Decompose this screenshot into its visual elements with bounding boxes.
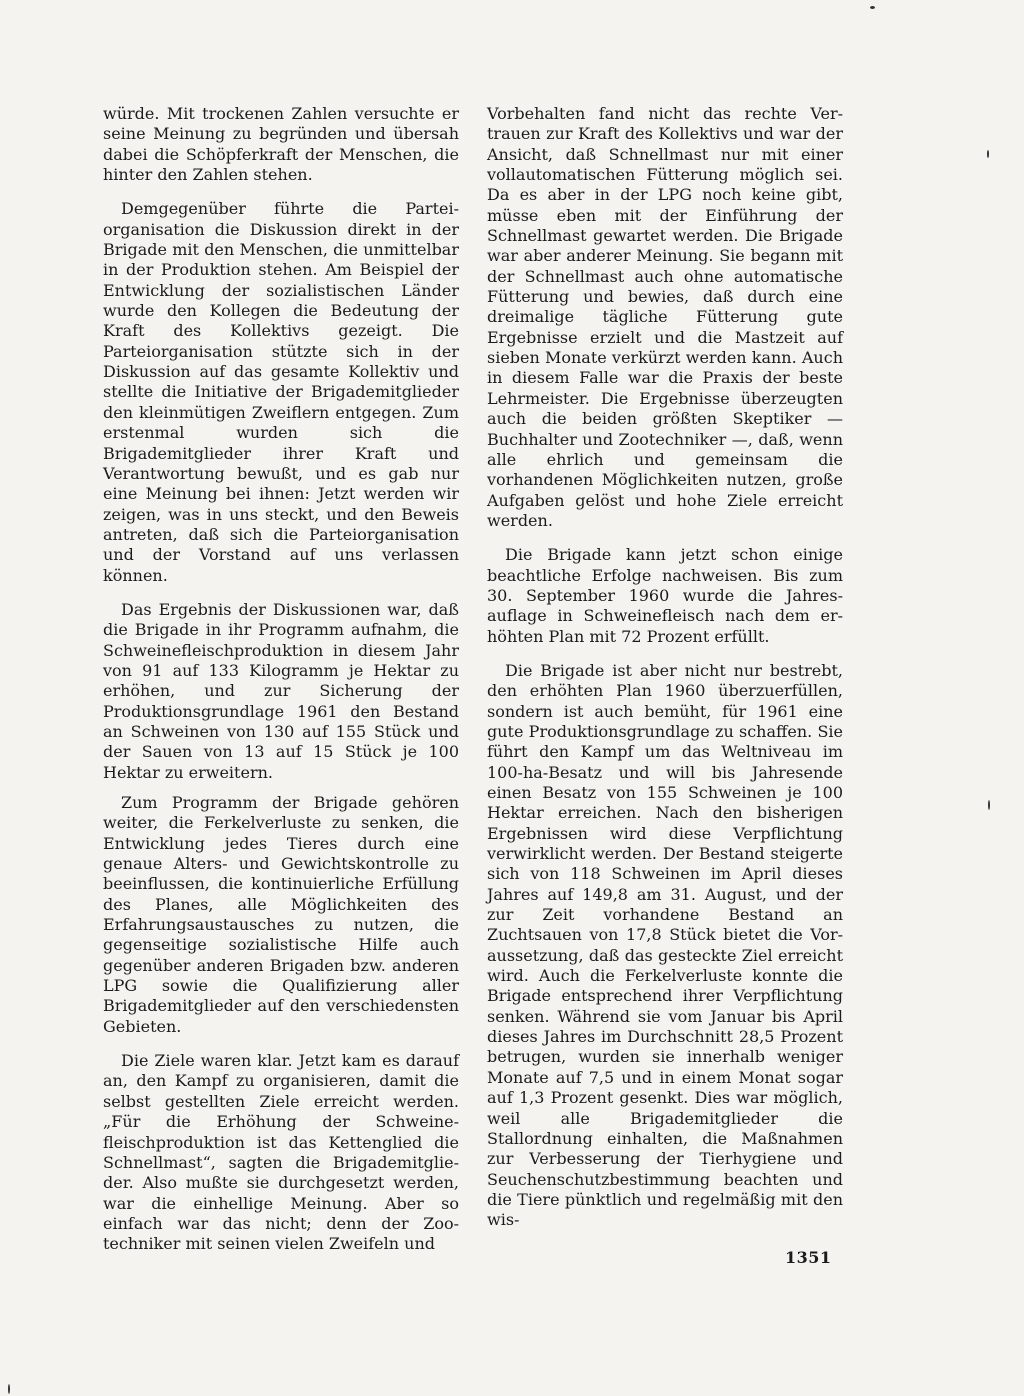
paragraph: Zum Programm der Brigade gehören weiter, die Ferkelverluste zu senken, die Entwicklung jedes Tieres durch eine genaue Alters- und Gewichtskontrolle zu beeinflussen, die kontinuierliche Erfüllung des Planes, alle Möglichkeiten des Erfahrungsaustausches zu nutzen, die gegenseitige sozialistische Hilfe auch gegenüber anderen Brigaden bzw. anderen LPG sowie die Qualifizierung aller Brigademitglieder auf den verschiedensten Gebieten.: [103, 793, 459, 1036]
paragraph: Die Ziele waren klar. Jetzt kam es darauf an, den Kampf zu organisieren, damit die selbst gestellten Ziele erreicht werden. „Für die Erhöhung der Schweinefleischproduktion ist das Kettenglied die Schnellmast“, sagten die Brigademitglieder. Also mußte sie durchgesetzt werden, war die einhellige Meinung. Aber so einfach war das nicht; denn der Zootechniker mit seinen vielen Zweifeln und: [103, 1051, 459, 1254]
left-column: [103, 104, 459, 1269]
scan-speck: [988, 800, 990, 810]
paragraph: würde. Mit trockenen Zahlen versuchte er seine Meinung zu begründen und übersah dabei die Schöpferkraft der Menschen, die hinter den Zahlen stehen.: [103, 104, 459, 185]
paragraph: Vorbehalten fand nicht das rechte Vertrauen zur Kraft des Kollektivs und war der Ansicht, daß Schnellmast nur mit einer vollautomatischen Fütterung möglich sei. Da es aber in der LPG noch keine gibt, müsse eben mit der Einführung der Schnellmast gewartet werden. Die Brigade war aber anderer Meinung. Sie begann mit der Schnellmast auch ohne automatische Fütterung und bewies, daß durch eine dreimalige tägliche Fütterung gute Ergebnisse erzielt und die Mastzeit auf sieben Monate verkürzt werden kann. Auch in diesem Falle war die Praxis der beste Lehrmeister. Die Ergebnisse überzeugten auch die beiden größten Skeptiker — Buchhalter und Zootechniker —, daß, wenn alle ehrlich und gemeinsam die vorhandenen Möglichkeiten nutzen, große Aufgaben gelöst und hohe Ziele erreicht werden.: [487, 104, 843, 530]
paragraph: Demgegenüber führte die Parteiorganisation die Diskussion direkt in der Brigade mit den Menschen, die unmittelbar in der Produktion stehen. Am Beispiel der Entwicklung der sozialistischen Länder wurde den Kollegen die Bedeutung der Kraft des Kollektivs gezeigt. Die Parteiorganisation stützte sich in der Diskussion auf das gesamte Kollektiv und stellte die Initiative der Brigademitglieder den kleinmütigen Zweiflern entgegen. Zum erstenmal wurden sich die Brigademitglieder ihrer Kraft und Verantwortung bewußt, und es gab nur eine Meinung bei ihnen: Jetzt werden wir zeigen, was in uns steckt, und den Beweis antreten, daß sich die Parteiorganisation und der Vorstand auf uns verlassen können.: [103, 199, 459, 585]
paragraph: Das Ergebnis der Diskussionen war, daß die Brigade in ihr Programm aufnahm, die Schweinefleischproduktion in diesem Jahr von 91 auf 133 Kilogramm je Hektar zu erhöhen, und zur Sicherung der Produktionsgrundlage 1961 den Bestand an Schweinen von 130 auf 155 Stück und der Sauen von 13 auf 15 Stück je 100 Hektar zu erweitern.: [103, 599, 459, 782]
paragraph: Die Brigade kann jetzt schon einige beachtliche Erfolge nachweisen. Bis zum 30. September 1960 wurde die Jahresauflage in Schweinefleisch nach dem erhöhten Plan mit 72 Prozent erfüllt.: [487, 545, 843, 646]
scan-speck: [987, 150, 989, 158]
page-number: 1351: [785, 1248, 832, 1267]
paragraph: Die Brigade ist aber nicht nur bestrebt, den erhöhten Plan 1960 überzuerfüllen, sondern ist auch bemüht, für 1961 eine gute Produktionsgrundlage zu schaffen. Sie führt den Kampf um das Weltniveau im 100-ha-Besatz und will bis Jahresende einen Besatz von 155 Schweinen je 100 Hektar erreichen. Nach den bisherigen Ergebnissen wird diese Verpflichtung verwirklicht werden. Der Bestand steigerte sich von 118 Schweinen im April dieses Jahres auf 149,8 am 31. August, und der zur Zeit vorhandene Bestand an Zuchtsauen von 17,8 Stück bietet die Voraussetzung, daß das gesteckte Ziel erreicht wird. Auch die Ferkelverluste konnte die Brigade entsprechend ihrer Verpflichtung senken. Während sie vom Januar bis April dieses Jahres im Durchschnitt 28,5 Prozent betrugen, wurden sie innerhalb weniger Monate auf 7,5 und in einem Monat sogar auf 1,3 Prozent gesenkt. Dies war möglich, weil alle Brigademitglieder die Stallordnung einhalten, die Maßnahmen zur Verbesserung der Tierhygiene und Seuchenschutzbestimmung beachten und die Tiere pünktlich und regelmäßig mit den wis-: [487, 660, 843, 1230]
scan-speck: [8, 1384, 10, 1394]
right-column: [487, 104, 843, 1245]
scan-speck: [870, 6, 875, 9]
